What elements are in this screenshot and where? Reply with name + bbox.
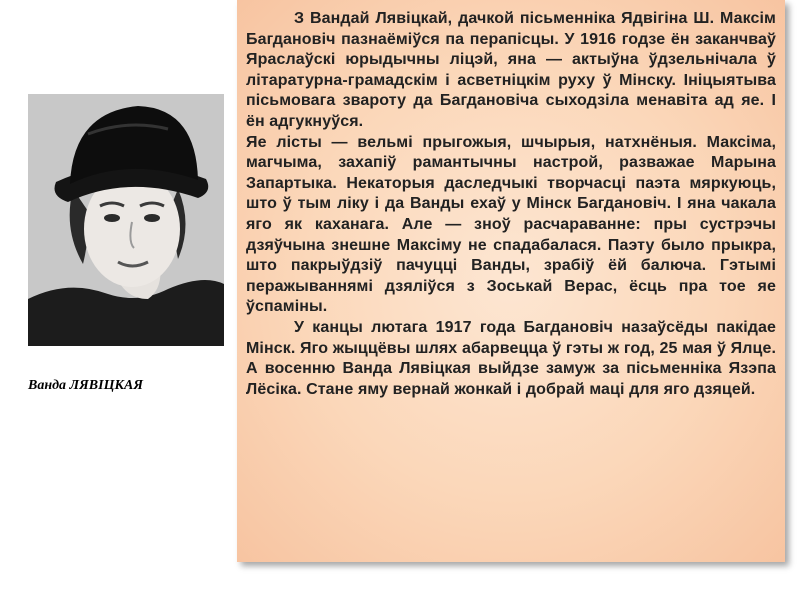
text-panel [237, 0, 785, 562]
paragraph-2: Яе лісты — вельмі прыгожыя, шчырыя, натхнёныя. Максіма, магчыма, захапіў рамантычны настрой, разважае Марына Запартыка. Некаторыя даследчыкі творчасці паэта мяркуюць, што ў тым ліку і да Ванды ехаў у Мінск Багдановіч. І яна чакала яго як каханага. Але — зноў расчараванне: пры сустрэчы дзяўчына знешне Максіму не спадабалася. Паэту было прыкра, што пакрыўдзіў пачуцці Ванды, зрабіў ёй балюча. Гэтымі перажываннямі дзяліўся з Зоськай Верас, ёсць пра тое яе ўспаміны. [246, 133, 776, 316]
paragraph-3: У канцы лютага 1917 года Багдановіч назаўсёды пакідае Мінск. Яго жыццёвы шлях абарвецца ў гэты ж год, 25 мая ў Ялце. А восенню Ванда Лявіцкая выйдзе замуж за пісьменніка Язэпа Лёсіка. Стане яму вернай жонкай і добрай маці для яго дзяцей. [246, 318, 776, 398]
paragraph-1: З Вандай Лявіцкай, дачкой пісьменніка Ядвігіна Ш. Максім Багдановіч пазнаёміўся па перапісцы. У 1916 годзе ён заканчваў Яраслаўскі юрыдычны ліцэй, яна — актыўна ўдзельнічала ў літаратурна-грамадскім і асветніцкім руху ў Мінску. Ініцыятыва пісьмовага звароту да Багдановіча сыходзіла менавіта ад яе. І ён адгукнуўся. [246, 10, 776, 130]
portrait-photo [28, 94, 224, 346]
portrait-caption: Ванда ЛЯВІЦКАЯ [28, 378, 143, 393]
